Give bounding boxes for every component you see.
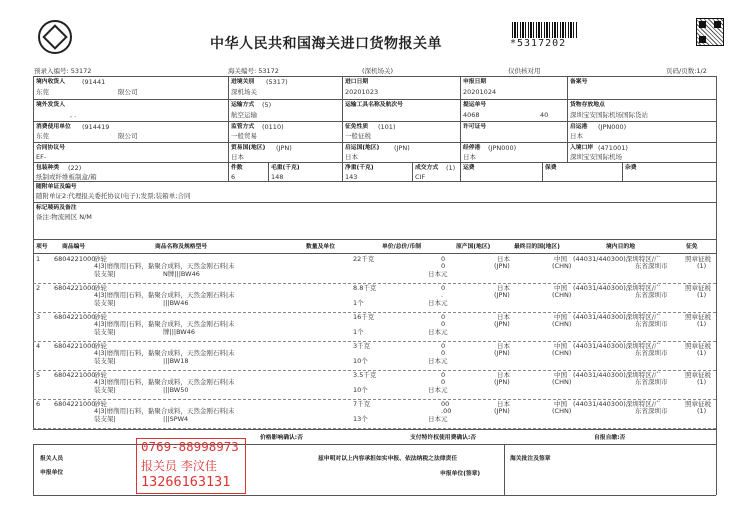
item-levy-code: (1): [697, 320, 707, 328]
supervision-label: 监管方式: [231, 124, 255, 130]
item-qty2: 1个: [353, 299, 364, 307]
consignee-label: 境内收货人: [36, 79, 65, 85]
price-confirm: 价格影响确认:否: [260, 435, 303, 441]
item-no: 2: [36, 284, 41, 292]
entry-port: 深圳宝安国际机场: [570, 153, 622, 161]
item-qty: 16千克: [353, 313, 375, 321]
item-name: 砂轮: [94, 371, 107, 379]
stamp-mobile: 13266163131: [141, 474, 231, 490]
item-spec1: 4|3|磨削用|石料，黏聚合成料，天然金刚石料|未: [94, 378, 235, 386]
item-qty: 3.5千克: [353, 371, 377, 379]
item-origin: 日本: [497, 284, 510, 292]
item-spec2: 装支架|: [94, 328, 116, 336]
item-spec1: 4|3|磨削用|石料，黏聚合成料，天然金刚石料|未: [94, 291, 235, 299]
entry-customs-label: 进境关别: [231, 79, 255, 85]
page-indicator: 页码/页数:1/2: [666, 67, 707, 75]
item-currency: 日本元: [428, 270, 448, 278]
bill-no-b: 40: [540, 111, 549, 119]
item-domestic2: 东省深圳市: [635, 262, 668, 270]
col-qty-unit: 数量及单位: [306, 244, 335, 250]
internal-use: 仅供核对用: [508, 67, 541, 75]
transport-mode-code: (5): [262, 101, 272, 109]
levy-nature-label: 征免性质: [345, 124, 369, 130]
deal-mode-code: (1): [446, 164, 456, 172]
deal-mode: CIF: [415, 173, 426, 181]
table-row: [33, 254, 716, 283]
storage: 深圳宝安国际机场国际货站: [570, 111, 648, 119]
barcode-number: *5317202: [510, 38, 567, 49]
item-origin: 日本: [497, 342, 510, 350]
item-name: 砂轮: [94, 400, 107, 408]
hs-code: 6804221000: [54, 255, 96, 263]
stop-port: 日本: [463, 153, 476, 161]
gross-weight: 148: [271, 173, 284, 181]
table-row: [33, 370, 716, 399]
item-model: |||BW18: [163, 357, 189, 365]
entry-customs-code: (5317): [266, 78, 288, 86]
item-origin: 日本: [497, 371, 510, 379]
consignee-name: 东莞: [36, 88, 49, 96]
item-dest: 中国: [554, 284, 567, 292]
item-levy-code: (1): [697, 262, 707, 270]
stamp-phone: 0769-88998973: [141, 439, 239, 454]
item-origin-code: (JPN): [494, 349, 510, 357]
consumer-name: 东莞: [36, 132, 49, 140]
record-no-label: 备案号: [570, 79, 588, 85]
item-currency: 日本元: [428, 415, 448, 423]
item-price: 00: [441, 400, 450, 408]
stamp-person: 报关员 李汶佳: [141, 459, 217, 473]
item-dest-code: (CHN): [552, 291, 572, 299]
item-no: 6: [36, 400, 41, 408]
entry-port-code: (471001): [598, 144, 628, 152]
item-price: 0: [441, 255, 446, 263]
item-dest-code: (CHN): [552, 349, 572, 357]
item-domestic: (44031/440300)深圳特区/广: [573, 255, 661, 263]
transport-mode-label: 运输方式: [231, 102, 255, 108]
prerecord-no: 预录入编号: 53172: [34, 67, 92, 75]
item-no: 1: [36, 255, 41, 263]
pieces-label: 件数: [231, 165, 243, 171]
origin-country-label: 启运国(地区): [345, 145, 380, 151]
gross-weight-label: 毛重(千克): [271, 165, 300, 171]
supervision-name: 一般贸易: [231, 132, 257, 140]
misc-fee-label: 杂费: [625, 165, 637, 171]
item-levy-code: (1): [697, 349, 707, 357]
item-spec2: 装支架|: [94, 270, 116, 278]
item-domestic: (44031/440300)深圳特区/广: [573, 313, 661, 321]
item-qty2: 10个: [353, 357, 368, 365]
item-model: N牌|||BW46: [163, 270, 200, 278]
item-dest-code: (CHN): [552, 262, 572, 270]
col-hs-code: 商品编号: [62, 244, 86, 250]
storage-label: 货物存放地点: [570, 102, 605, 108]
item-domestic2: 东省深圳市: [635, 320, 668, 328]
stop-port-code: (JPN000): [488, 144, 517, 152]
item-domestic: (44031/440300)深圳特区/广: [573, 400, 661, 408]
col-item-no: 项号: [36, 244, 48, 250]
form-title: 中华人民共和国海关进口货物报关单: [210, 36, 442, 52]
departure-port: 日本: [570, 132, 583, 140]
declaration-text: 兹申明对以上内容承担如实申报、依法纳税之法律责任: [318, 456, 458, 462]
hs-code: 6804221000: [54, 371, 96, 379]
item-dest: 中国: [554, 342, 567, 350]
customs-emblem-icon: [696, 18, 724, 46]
item-qty: 7千克: [353, 400, 371, 408]
entry-port-label: 入境口岸: [570, 145, 594, 151]
item-no: 5: [36, 371, 41, 379]
contract-no: EF-: [36, 153, 47, 161]
package-label: 包装种类: [36, 165, 60, 171]
item-name: 砂轮: [94, 342, 107, 350]
item-dest: 中国: [554, 313, 567, 321]
item-levy-code: (1): [697, 407, 707, 415]
consumer-suffix: 限公司: [118, 132, 138, 140]
item-total: .00: [441, 407, 452, 415]
item-price: 0: [441, 342, 446, 350]
item-origin-code: (JPN): [494, 320, 510, 328]
item-spec2: 装支架|: [94, 386, 116, 394]
item-origin: 日本: [497, 313, 510, 321]
docs-label: 随附单证及编号: [36, 184, 77, 190]
transport-name-label: 运输工具名称及航次号: [345, 102, 403, 108]
item-spec2: 装支架|: [94, 357, 116, 365]
item-model: |||BW46: [163, 299, 189, 307]
item-qty: 3千克: [353, 342, 371, 350]
barcode-icon: [512, 22, 578, 38]
item-qty2: 13个: [353, 415, 368, 423]
item-qty2: 10个: [353, 386, 368, 394]
declare-unit-sign: 申报单位(签章): [440, 471, 481, 477]
col-origin: 原产国(地区): [456, 244, 491, 250]
declare-date: 20201024: [463, 88, 497, 96]
item-price: 0: [441, 371, 446, 379]
item-levy: 照章征税: [685, 284, 711, 292]
bill-no-a: 4068: [463, 111, 480, 119]
item-domestic2: 东省深圳市: [635, 407, 668, 415]
trade-country: 日本: [231, 153, 244, 161]
item-origin: 日本: [497, 255, 510, 263]
levy-code: (101): [378, 123, 396, 131]
item-currency: 日本元: [428, 299, 448, 307]
overseas-shipper: , .: [70, 111, 77, 119]
table-row: [33, 399, 716, 428]
item-currency: 日本元: [428, 357, 448, 365]
customs-emblem-icon-left: [38, 20, 72, 54]
col-domestic-dest: 境内目的地: [606, 244, 635, 250]
hs-code: 6804221000: [54, 313, 96, 321]
consumer-code: (914419: [82, 123, 110, 131]
col-price: 单价/总价/币制: [382, 244, 422, 250]
net-weight: 143: [345, 173, 358, 181]
port-note: (深机场关): [362, 67, 394, 75]
contract-label: 合同协议号: [36, 145, 65, 151]
item-origin-code: (JPN): [494, 407, 510, 415]
trade-country-label: 贸易国(地区): [231, 145, 266, 151]
royalty-confirm: 支付特许权使用费确认:否: [410, 435, 477, 441]
item-name: 砂轮: [94, 313, 107, 321]
origin-country: 日本: [345, 153, 358, 161]
consignee-code: (91441: [82, 78, 106, 86]
pieces: 6: [231, 173, 236, 181]
item-qty: 22千克: [353, 255, 375, 263]
customs-no: 海关编号: 53172: [228, 67, 279, 75]
stop-port-label: 经停港: [463, 145, 481, 151]
item-dest-code: (CHN): [552, 378, 572, 386]
marks: 备注:物流园区 N/M: [36, 213, 92, 221]
item-price: 0: [441, 313, 446, 321]
item-no: 4: [36, 342, 41, 350]
item-dest: 中国: [554, 400, 567, 408]
item-domestic2: 东省深圳市: [635, 378, 668, 386]
hs-code: 6804221000: [54, 400, 96, 408]
item-total: 0: [441, 320, 446, 328]
bill-no-label: 提运单号: [463, 102, 487, 108]
self-report: 自报自缴:否: [594, 435, 626, 441]
overseas-shipper-label: 境外发货人: [36, 102, 65, 108]
item-dest: 中国: [554, 255, 567, 263]
package-name: 纸制或纤维板制盒/箱: [36, 173, 97, 181]
item-levy: 照章征税: [685, 255, 711, 263]
col-name-spec: 商品名称及规格型号: [155, 244, 208, 250]
package-code: (22): [68, 164, 82, 172]
item-spec2: 装支架|: [94, 299, 116, 307]
item-levy: 照章征税: [685, 371, 711, 379]
insurance-label: 保费: [545, 165, 557, 171]
table-row: [33, 283, 716, 312]
hs-code: 6804221000: [54, 284, 96, 292]
import-date-label: 进口日期: [345, 79, 369, 85]
license-label: 许可证号: [463, 124, 487, 130]
item-domestic: (44031/440300)深圳特区/广: [573, 342, 661, 350]
col-levy: 征免: [686, 244, 698, 250]
item-dest-code: (CHN): [552, 407, 572, 415]
item-spec1: 4|3|磨削用|石料，黏聚合成料，天然金刚石料|未: [94, 349, 235, 357]
table-row: [33, 341, 716, 370]
docs: 随附单证2:代理报关委托协议(电子);发票;装箱单;合同: [36, 192, 191, 200]
item-domestic: (44031/440300)深圳特区/广: [573, 284, 661, 292]
item-levy: 照章征税: [685, 342, 711, 350]
item-origin-code: (JPN): [494, 262, 510, 270]
item-levy: 照章征税: [685, 400, 711, 408]
item-spec1: 4|3|磨削用|石料，黏聚合成料，天然金刚石料|未: [94, 407, 235, 415]
item-total: 0: [441, 349, 446, 357]
declare-unit-label: 申报单位: [40, 470, 64, 476]
trade-country-code: (JPN): [276, 144, 292, 152]
item-origin-code: (JPN): [494, 378, 510, 386]
levy-name: 一般征税: [345, 132, 371, 140]
item-spec1: 4|3|磨削用|石料，黏聚合成料，天然金刚石料|未: [94, 320, 235, 328]
item-model: |||SPW4: [163, 415, 189, 423]
hs-code: 6804221000: [54, 342, 96, 350]
item-domestic2: 东省深圳市: [635, 349, 668, 357]
import-date: 20201023: [345, 88, 379, 96]
col-final-dest: 最终目的国(地区): [514, 244, 560, 250]
item-total: 0: [441, 262, 446, 270]
item-qty2: 1个: [353, 328, 364, 336]
consignee-suffix: 限公司: [118, 88, 138, 96]
item-currency: 日本元: [428, 386, 448, 394]
freight-label: 运费: [463, 165, 475, 171]
declarant-stamp: [136, 438, 246, 494]
declare-date-label: 申报日期: [463, 79, 487, 85]
item-levy-code: (1): [697, 378, 707, 386]
item-levy-code: (1): [697, 291, 707, 299]
item-domestic2: 东省深圳市: [635, 291, 668, 299]
item-name: 砂轮: [94, 255, 107, 263]
declarant-label: 报关人员: [40, 456, 64, 462]
item-origin-code: (JPN): [494, 291, 510, 299]
item-qty: 8.8千克: [353, 284, 377, 292]
supervision-code: (0110): [262, 123, 284, 131]
transport-mode: 航空运输: [231, 111, 257, 119]
origin-country-code: (JPN): [394, 144, 410, 152]
item-dest-code: (CHN): [552, 320, 572, 328]
deal-mode-label: 成交方式: [415, 165, 439, 171]
item-dest: 中国: [554, 371, 567, 379]
item-domestic: (44031/440300)深圳特区/广: [573, 371, 661, 379]
net-weight-label: 净重(千克): [345, 165, 374, 171]
customs-remarks: 海关批注及签章: [510, 456, 551, 462]
item-currency: 日本元: [428, 328, 448, 336]
departure-port-label: 启运港: [570, 124, 588, 130]
item-model: 牌|||BW46: [163, 328, 195, 336]
entry-customs-name: 深机场关: [231, 88, 257, 96]
item-spec1: 4|3|磨削用|石料，黏聚合成料，天然金刚石料|未: [94, 262, 235, 270]
item-levy: 照章征税: [685, 313, 711, 321]
item-model: |||BW50: [163, 386, 189, 394]
item-no: 3: [36, 313, 41, 321]
item-price: 0: [441, 284, 446, 292]
item-origin: 日本: [497, 400, 510, 408]
item-name: 砂轮: [94, 284, 107, 292]
consumer-label: 消费使用单位: [36, 124, 71, 130]
item-spec2: 装支架|: [94, 415, 116, 423]
item-total: 0: [441, 378, 446, 386]
departure-port-code: (JPN000): [598, 123, 627, 131]
table-row: [33, 312, 716, 341]
item-total: .: [441, 291, 444, 299]
marks-label: 标记唛码及备注: [36, 205, 77, 211]
